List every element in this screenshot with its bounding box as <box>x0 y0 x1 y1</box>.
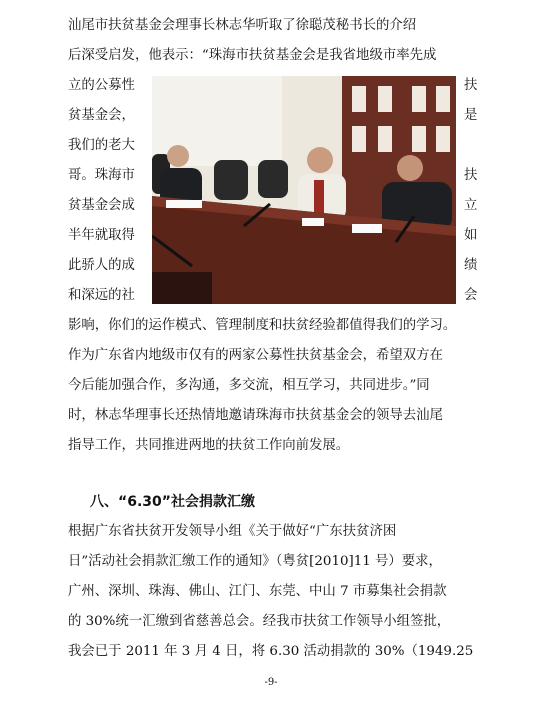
paragraph-line: 的 30%统一汇缴到省慈善总会。经我市扶贫工作领导小组签批， <box>68 614 451 629</box>
wrapped-text-right: 如 <box>464 228 478 243</box>
wrapped-text-right: 绩 <box>464 258 478 273</box>
wrapped-text-left: 立的公募性 <box>68 78 135 93</box>
wrapped-text-left: 哥。珠海市 <box>68 168 135 183</box>
wrapped-text-right: 扶 <box>464 78 478 93</box>
meeting-photo-illustration <box>152 76 456 304</box>
paragraph-line: 我会已于 2011 年 3 月 4 日，将 6.30 活动捐款的 30%（1949.25 <box>68 644 474 659</box>
wrapped-text-left: 半年就取得 <box>68 228 135 243</box>
paragraph-line: 今后能加强合作，多沟通，多交流，相互学习，共同进步。”同 <box>68 378 430 393</box>
wrapped-text-left: 贫基金会成 <box>68 198 135 213</box>
wrapped-text-left: 此骄人的成 <box>68 258 135 273</box>
page-number: -9- <box>264 677 278 688</box>
paragraph-line: 影响，你们的运作模式、管理制度和扶贫经验都值得我们的学习。 <box>68 318 457 333</box>
section-heading: 八、“6.30”社会捐款汇缴 <box>90 494 255 510</box>
paragraph-line: 后深受启发，他表示：“珠海市扶贫基金会是我省地级市率先成 <box>68 48 437 63</box>
paragraph-line: 作为广东省内地级市仅有的两家公募性扶贫基金会，希望双方在 <box>68 348 443 363</box>
paragraph-line: 指导工作，共同推进两地的扶贫工作向前发展。 <box>68 438 350 453</box>
wrapped-text-left: 贫基金会， <box>68 108 135 123</box>
wrapped-text-right: 扶 <box>464 168 478 183</box>
paragraph-line: 时，林志华理事长还热情地邀请珠海市扶贫基金会的领导去汕尾 <box>68 408 443 423</box>
wrapped-text-left: 和深远的社 <box>68 288 135 303</box>
paragraph-line: 广州、深圳、珠海、佛山、江门、东莞、中山 7 市募集社会捐款 <box>68 584 447 599</box>
wrapped-text-right: 会 <box>464 288 478 303</box>
meeting-photo <box>152 76 456 304</box>
wrapped-text-left: 我们的老大 <box>68 138 135 153</box>
paragraph-line: 根据广东省扶贫开发领导小组《关于做好“广东扶贫济困 <box>68 524 397 539</box>
paragraph-line: 汕尾市扶贫基金会理事长林志华听取了徐聪茂秘书长的介绍 <box>68 18 417 33</box>
wrapped-text-right: 是 <box>464 108 478 123</box>
paragraph-line: 日”活动社会捐款汇缴工作的通知》（粤贫[2010]11 号）要求， <box>68 554 442 569</box>
wrapped-text-right: 立 <box>464 198 478 213</box>
